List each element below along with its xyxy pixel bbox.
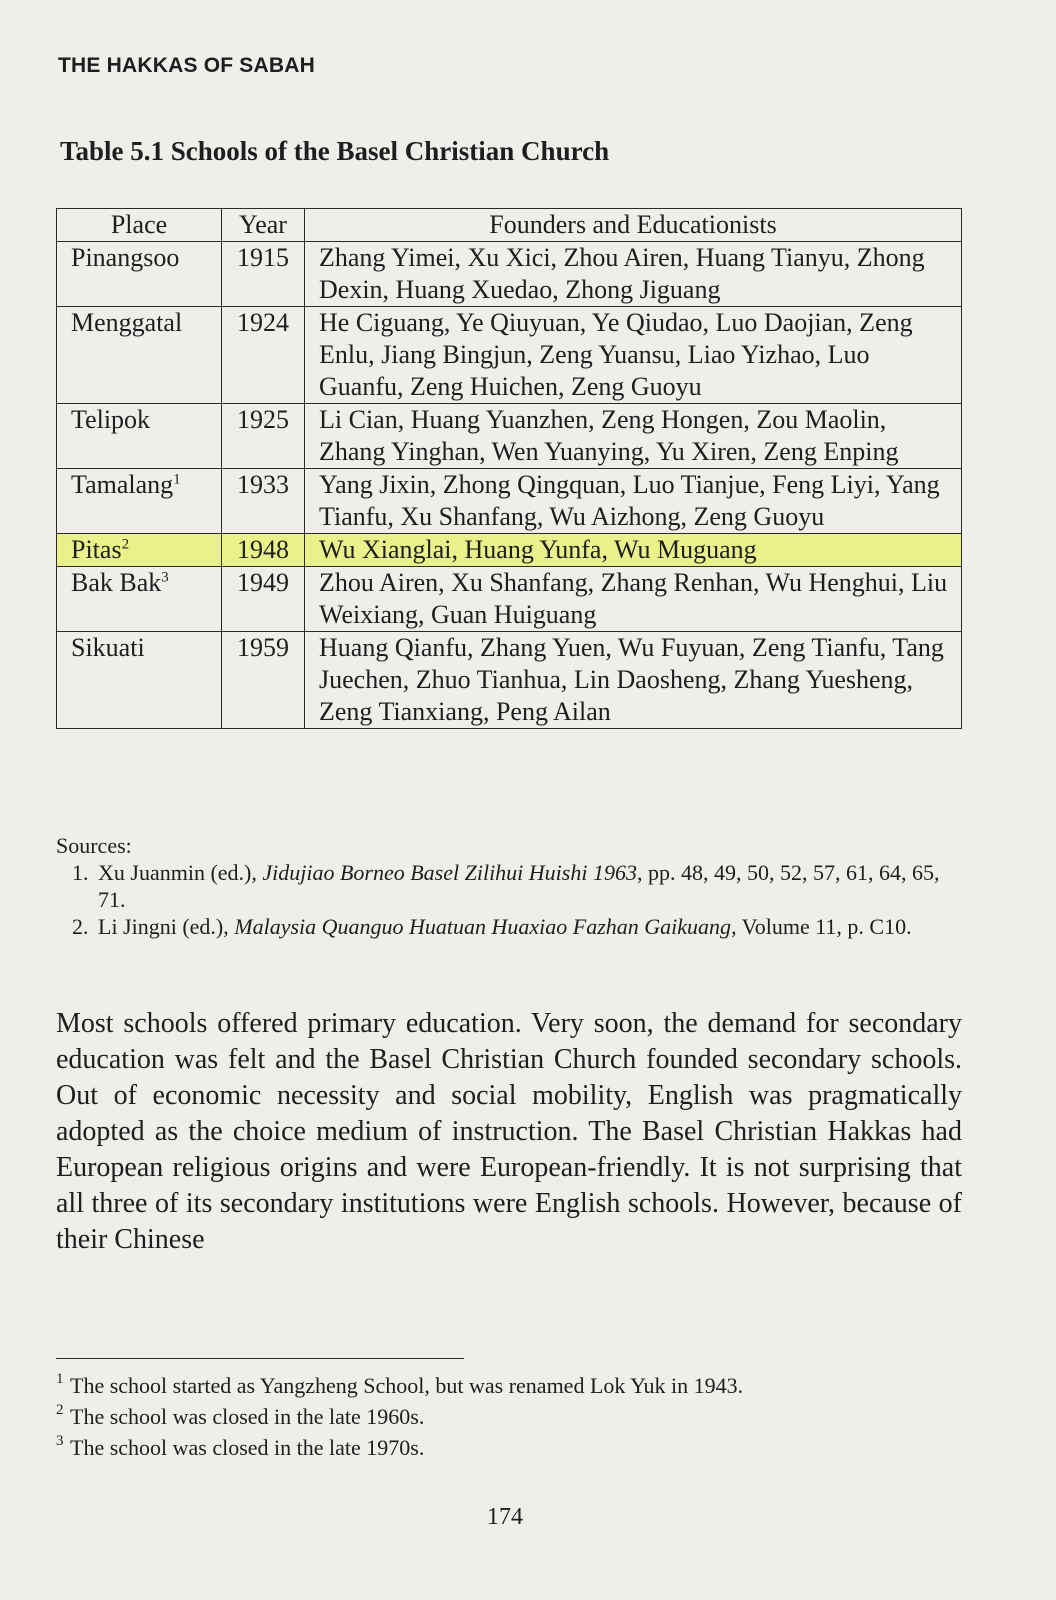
sources-block <box>56 832 962 940</box>
sources-label: Sources: <box>56 833 132 858</box>
footnote-ref: 1 <box>173 471 181 488</box>
place-cell <box>57 534 222 567</box>
place-name: Pinangsoo <box>71 243 180 272</box>
place-name: Telipok <box>71 405 151 434</box>
place-name: Pitas <box>71 535 122 564</box>
year-cell: 1915 <box>222 242 305 307</box>
footnote-divider <box>56 1358 464 1359</box>
table-row <box>57 632 962 729</box>
place-cell <box>57 404 222 469</box>
source-item <box>94 913 962 940</box>
source-item <box>94 859 962 913</box>
page-number: 174 <box>487 1504 523 1530</box>
place-cell <box>57 242 222 307</box>
source-title: Jidujiao Borneo Basel Zilihui Huishi 1963 <box>262 860 637 885</box>
year-cell: 1949 <box>222 567 305 632</box>
founders-cell: Zhang Yimei, Xu Xici, Zhou Airen, Huang Tianyu, Zhong Dexin, Huang Xuedao, Zhong Jiguang <box>305 242 962 307</box>
footnotes-block <box>56 1370 962 1463</box>
place-cell <box>57 469 222 534</box>
footnote-ref: 2 <box>121 536 130 553</box>
table-row <box>57 404 962 469</box>
place-name: Sikuati <box>71 633 145 662</box>
year-cell: 1959 <box>222 632 305 729</box>
place-name: Tamalang <box>71 470 174 499</box>
footnote-text: The school was closed in the late 1960s. <box>70 1404 425 1429</box>
source-title: Malaysia Quanguo Huatuan Huaxiao Fazhan Gaikuang <box>234 914 732 939</box>
table-row <box>57 307 962 404</box>
sources-list <box>56 859 962 940</box>
year-cell: 1924 <box>222 307 305 404</box>
place-name: Bak Bak <box>71 568 162 597</box>
footnote-mark: 1 <box>56 1371 64 1387</box>
footnote <box>56 1401 962 1432</box>
footnote-ref: 3 <box>161 569 169 586</box>
running-head: THE HAKKAS OF SABAH <box>58 54 315 77</box>
footnote <box>56 1432 962 1463</box>
place-cell <box>57 632 222 729</box>
footnote <box>56 1370 962 1401</box>
header-year: Year <box>222 209 305 242</box>
place-name: Menggatal <box>71 308 183 337</box>
founders-cell: Yang Jixin, Zhong Qingquan, Luo Tianjue, Feng Liyi, Yang Tianfu, Xu Shanfang, Wu Aizhong, Zeng Guoyu <box>305 469 962 534</box>
footnote-mark: 3 <box>56 1433 64 1449</box>
footnote-mark: 2 <box>56 1402 64 1418</box>
table-title: Table 5.1 Schools of the Basel Christian Church <box>60 136 610 166</box>
place-cell <box>57 567 222 632</box>
source-pages: , Volume 11, p. C10. <box>731 914 912 939</box>
table-row <box>57 469 962 534</box>
header-founders: Founders and Educationists <box>305 209 962 242</box>
year-cell: 1925 <box>222 404 305 469</box>
table-row-highlighted <box>57 534 962 567</box>
source-author: Xu Juanmin (ed.), <box>98 860 263 885</box>
header-place: Place <box>57 209 222 242</box>
table-header-row <box>57 209 962 242</box>
table-row <box>57 242 962 307</box>
founders-cell: Wu Xianglai, Huang Yunfa, Wu Muguang <box>305 534 962 567</box>
founders-cell: Huang Qianfu, Zhang Yuen, Wu Fuyuan, Zeng Tianfu, Tang Juechen, Zhuo Tianhua, Lin Daosheng, Zhang Yuesheng, Zeng Tianxiang, Peng Ailan <box>305 632 962 729</box>
founders-cell: Zhou Airen, Xu Shanfang, Zhang Renhan, Wu Henghui, Liu Weixiang, Guan Huiguang <box>305 567 962 632</box>
schools-table <box>56 208 962 729</box>
place-cell <box>57 307 222 404</box>
founders-cell: He Ciguang, Ye Qiuyuan, Ye Qiudao, Luo Daojian, Zeng Enlu, Jiang Bingjun, Zeng Yuansu, Liao Yizhao, Luo Guanfu, Zeng Huichen, Zeng Guoyu <box>305 307 962 404</box>
source-author: Li Jingni (ed.), <box>98 914 235 939</box>
year-cell: 1933 <box>222 469 305 534</box>
founders-cell: Li Cian, Huang Yuanzhen, Zeng Hongen, Zou Maolin, Zhang Yinghan, Wen Yuanying, Yu Xiren, Zeng Enping <box>305 404 962 469</box>
footnote-text: The school was closed in the late 1970s. <box>70 1435 425 1460</box>
body-paragraph: Most schools offered primary education. Very soon, the demand for secondary education was felt and the Basel Christian Church founded secondary schools. Out of economic necessity and social mobility, English was pragmatically adopted as the choice medium of instruction. The Basel Christian Hakkas had European religious origins and were European-friendly. It is not surprising that all three of its secondary institutions were English schools. However, because of their Chinese <box>56 1008 962 1255</box>
source-pages: , pp. 48, 49, 50, 52, 57, 61, 64, 65, 71. <box>98 860 940 912</box>
year-cell: 1948 <box>222 534 305 567</box>
footnote-text: The school started as Yangzheng School, but was renamed Lok Yuk in 1943. <box>70 1373 744 1398</box>
table-row <box>57 567 962 632</box>
